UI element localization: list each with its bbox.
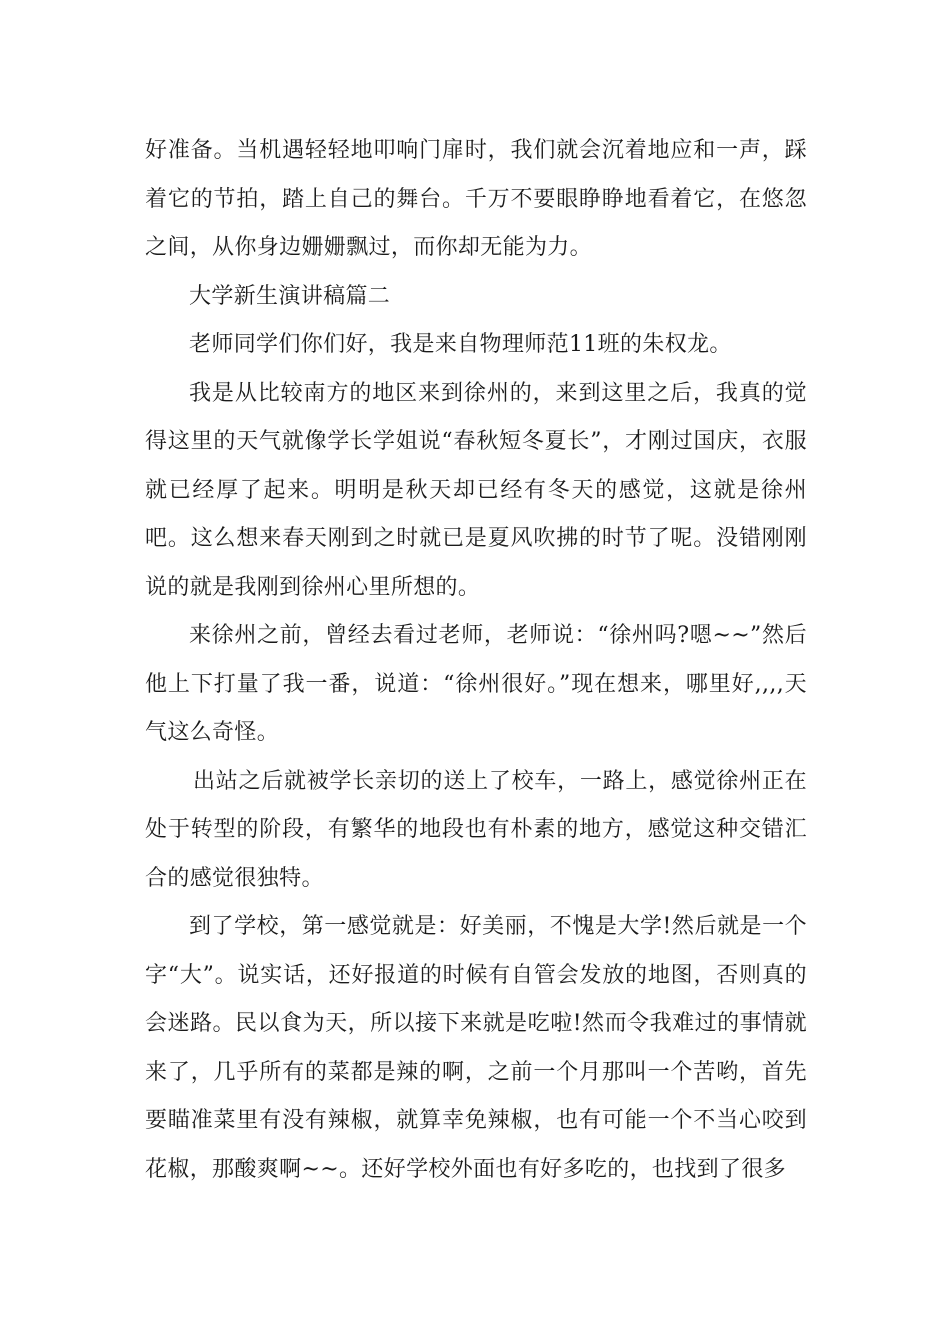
- paragraph-continuation: 好准备。当机遇轻轻地叩响门扉时，我们就会沉着地应和一声，踩着它的节拍，踏上自己的舞台。千万不要眼睁睁地看着它，在悠忽之间，从你身边姗姗飘过，而你却无能为力。: [145, 138, 807, 260]
- document-body: [145, 127, 807, 1194]
- paragraph-campus: 到了学校，第一感觉就是：好美丽，不愧是大学!然后就是一个字“大”。说实话，还好报道的时候有自管会发放的地图，否则真的会迷路。民以食为天，所以接下来就是吃啦!然而令我难过的事情就来了，几乎所有的菜都是辣的啊，之前一个月那叫一个苦哟，首先要瞄准菜里有没有辣椒，就算幸免辣椒，也有可能一个不当心咬到花椒，那酸爽啊~~。还好学校外面也有好多吃的，也找到了很多: [145, 914, 807, 1182]
- paragraph-arrival: 出站之后就被学长亲切的送上了校车，一路上，感觉徐州正在处于转型的阶段，有繁华的地段也有朴素的地方，感觉这种交错汇合的感觉很独特。: [145, 768, 807, 891]
- section-heading: 大学新生演讲稿篇二: [189, 283, 391, 309]
- paragraph-teacher: 来徐州之前，曾经去看过老师，老师说：“徐州吗?嗯~~”然后他上下打量了我一番，说道：“徐州很好。”现在想来，哪里好,,,,天气这么奇怪。: [145, 623, 807, 745]
- paragraph-weather: 我是从比较南方的地区来到徐州的，来到这里之后，我真的觉得这里的天气就像学长学姐说“春秋短冬夏长”，才刚过国庆，衣服就已经厚了起来。明明是秋天却已经有冬天的感觉，这就是徐州吧。这么想来春天刚到之时就已是夏风吹拂的时节了呢。没错刚刚说的就是我刚到徐州心里所想的。: [145, 380, 807, 600]
- paragraph-greeting: 老师同学们你们好，我是来自物理师范11班的朱权龙。: [189, 332, 732, 357]
